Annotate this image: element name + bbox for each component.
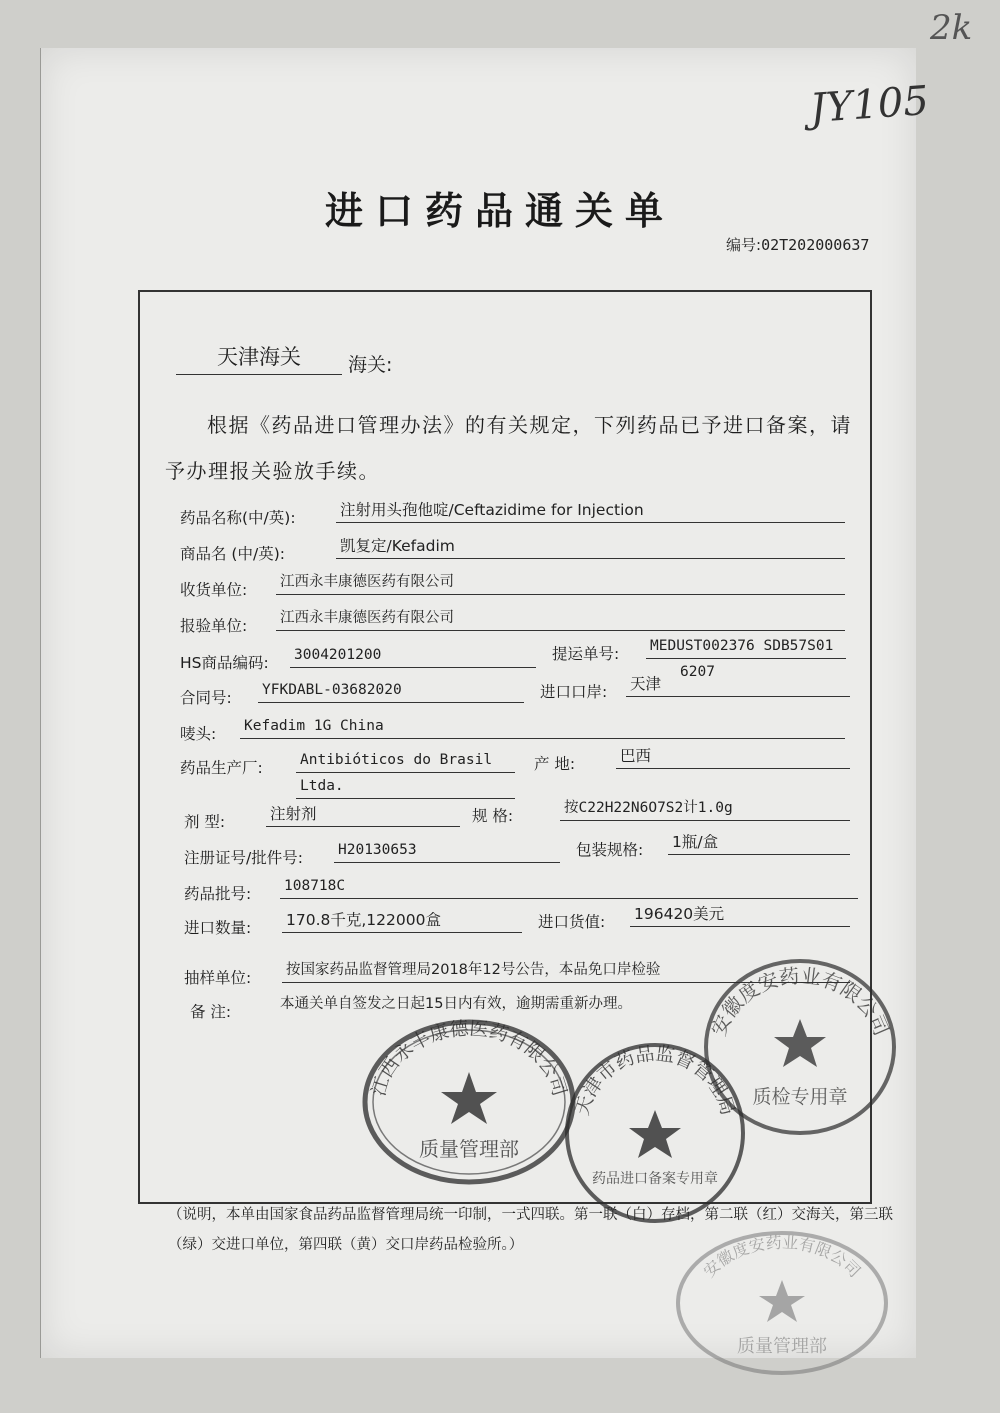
origin-value: 巴西: [616, 746, 850, 769]
stamp-3-sub: 质检专用章: [752, 1086, 848, 1108]
import-value-label: 进口货值:: [538, 913, 606, 931]
contract-no-value: YFKDABL-03682020: [258, 680, 524, 703]
anhui-inspection-stamp: [700, 955, 900, 1140]
batch-no-label: 药品批号:: [184, 885, 252, 903]
specification-value: 按C22H22N6O7S2计1.0g: [560, 798, 850, 821]
trade-name-value: 凯复定/Kefadim: [336, 536, 845, 559]
star-icon: [759, 1280, 805, 1322]
consignee-label: 收货单位:: [180, 581, 248, 599]
star-icon: [774, 1019, 826, 1067]
drug-name-value: 注射用头孢他啶/Ceftazidime for Injection: [336, 500, 845, 523]
stamp-2-sub: 药品进口备案专用章: [592, 1171, 718, 1187]
hs-code-label: HS商品编码:: [180, 654, 269, 672]
intro-paragraph: 根据《药品进口管理办法》的有关规定，下列药品已予进口备案，请予办理报关验放手续。: [165, 413, 852, 483]
hs-code-value: 3004201200: [290, 645, 536, 668]
trade-name-label: 商品名 (中/英):: [180, 545, 285, 563]
consignee-value: 江西永丰康德医药有限公司: [276, 572, 845, 595]
bill-of-lading-label: 提运单号:: [552, 645, 620, 663]
bill-of-lading-value: MEDUST002376 SDB57S01: [650, 638, 834, 654]
import-quantity-label: 进口数量:: [184, 919, 252, 937]
doc-number: [726, 234, 869, 255]
handwritten-ref: JY105: [808, 77, 931, 133]
import-port-label: 进口口岸:: [540, 683, 608, 701]
bill-of-lading-line: [646, 658, 846, 659]
import-port-value: 天津: [626, 674, 850, 697]
stamp-1-name: 江西永丰康德医药有限公司: [367, 1017, 571, 1099]
applicant-value: 江西永丰康德医药有限公司: [276, 608, 845, 631]
customs-name: 天津海关: [176, 340, 342, 375]
specification-label: 规 格:: [472, 807, 514, 825]
shipping-mark-value: Kefadim 1G China: [240, 716, 845, 739]
registration-value: H20130653: [334, 840, 560, 863]
import-value-value: 196420美元: [630, 904, 850, 927]
shipping-mark-label: 唛头:: [180, 725, 217, 743]
anhui-quality-stamp: [672, 1228, 892, 1378]
stamp-4-sub: 质量管理部: [737, 1336, 827, 1357]
corner-mark: 2k: [930, 8, 973, 48]
stamp-4-name: 安徽度安药业有限公司: [699, 1232, 865, 1281]
packaging-label: 包装规格:: [576, 841, 644, 859]
drug-name-label: 药品名称(中/英):: [180, 509, 296, 527]
batch-no-value: 108718C: [280, 876, 858, 899]
star-icon: [441, 1072, 497, 1124]
stamp-3-name: 安徽度安药业有限公司: [706, 963, 894, 1040]
remarks-value: 本通关单自签发之日起15日内有效，逾期需重新办理。: [280, 996, 632, 1012]
contract-no-label: 合同号:: [180, 689, 232, 707]
manufacturer-value-cont: Ltda.: [296, 776, 515, 799]
page-title: 进口药品通关单: [324, 189, 675, 233]
manufacturer-label: 药品生产厂:: [180, 759, 263, 777]
applicant-label: 报验单位:: [180, 617, 248, 635]
customs-suffix: 海关:: [348, 354, 393, 376]
footnote: （说明，本单由国家食品药品监督管理局统一印制，一式四联。第一联（白）存档，第二联（红）交海关，第三联（绿）交进口单位，第四联（黄）交口岸药品检验所。）: [168, 1207, 893, 1253]
doc-number-label: 编号:: [726, 236, 762, 254]
svg-text:安徽度安药业有限公司: [700, 1233, 865, 1281]
manufacturer-value: Antibióticos do Brasil: [296, 750, 515, 773]
bill-of-lading-cont: 6207: [680, 664, 715, 680]
star-icon: [629, 1110, 681, 1158]
import-quantity-value: 170.8千克,122000盒: [282, 910, 522, 933]
sampling-value: 按国家药品监督管理局2018年12号公告，本品免口岸检验: [282, 960, 850, 983]
dosage-form-value: 注射剂: [266, 804, 460, 827]
sampling-label: 抽样单位:: [184, 969, 252, 987]
dosage-form-label: 剂 型:: [184, 813, 226, 831]
stamp-1-sub: 质量管理部: [419, 1137, 519, 1161]
origin-label: 产 地:: [534, 755, 576, 773]
remarks-label: 备 注:: [190, 1003, 232, 1021]
doc-number-value: 02T202000637: [761, 236, 870, 254]
company-seal-stamp: [354, 1010, 584, 1190]
stamp-2-name: 天津市药品监督管理局: [571, 1042, 739, 1118]
registration-label: 注册证号/批件号:: [184, 849, 303, 867]
packaging-value: 1瓶/盒: [668, 832, 850, 855]
